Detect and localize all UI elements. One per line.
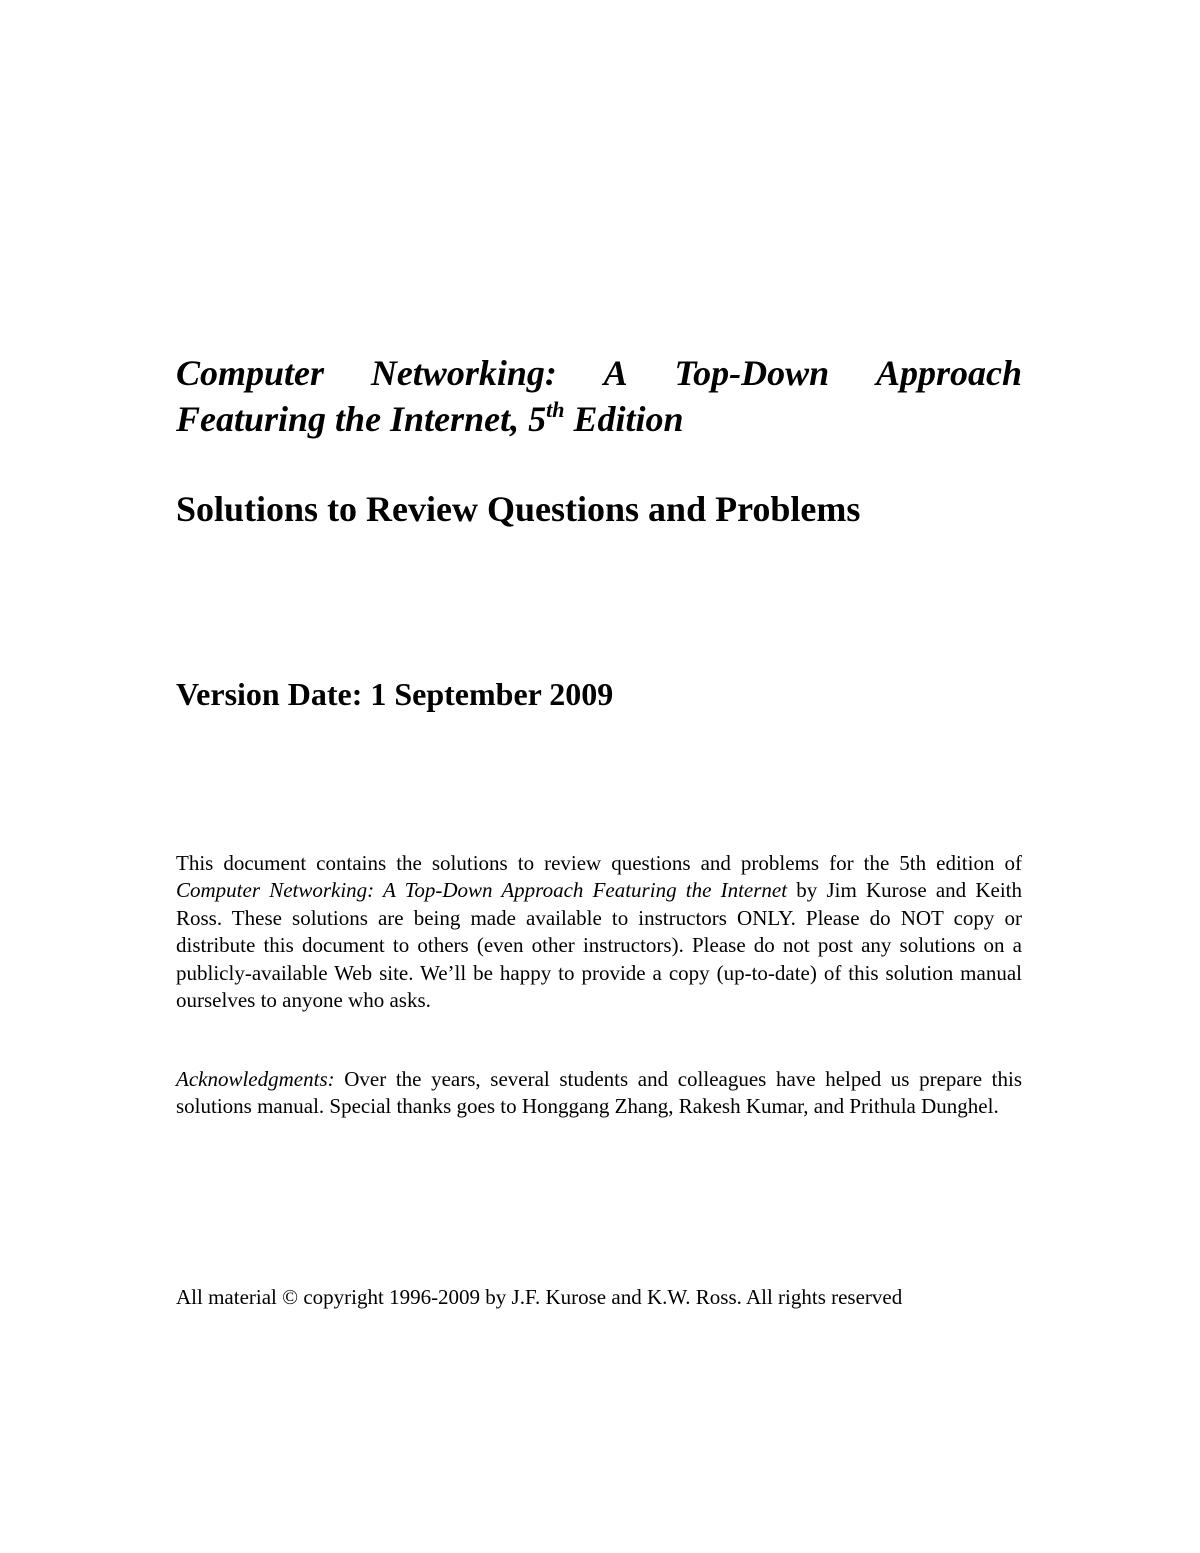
- title-word: Top-Down: [674, 353, 830, 393]
- book-title: [176, 350, 1022, 442]
- title-edition-text: Featuring the Internet, 5: [176, 399, 547, 439]
- acknowledgments-label: Acknowledgments:: [176, 1067, 335, 1091]
- book-title-line-1: [176, 350, 1022, 396]
- title-word: A: [603, 353, 628, 393]
- title-edition-superscript: th: [546, 397, 565, 422]
- book-title-line-2: [176, 396, 1022, 442]
- version-date: Version Date: 1 September 2009: [176, 676, 614, 712]
- intro-book-title: Computer Networking: A Top-Down Approach Featuring the Internet: [176, 878, 788, 903]
- title-word: Computer: [176, 353, 325, 393]
- title-word: Approach: [875, 353, 1022, 393]
- acknowledgments-text: Over the years, several students and colleagues have helped us prepare this solutions manual. Special thanks goes to Honggang Zhang, Rakesh Kumar, and Prithula Dunghel.: [176, 1067, 1022, 1119]
- document-subtitle: Solutions to Review Questions and Problems: [176, 489, 861, 529]
- intro-paragraph: [176, 850, 1022, 1014]
- intro-text-part-1: This document contains the solutions to review questions and problems for the 5th edition of: [176, 851, 1022, 875]
- acknowledgments-paragraph: [176, 1066, 1022, 1121]
- intro-text-part-2: by Jim Kurose and Keith Ross. These solutions are being made available to instructors ONLY. Please do NOT copy or distribute this document to others (even other instructors). Please do not post any solutions on a publicly-available Web site. We’ll be happy to provide a copy (up-to-date) of this solution manual ourselves to anyone who asks.: [176, 878, 1022, 1013]
- title-edition-suffix: Edition: [564, 399, 684, 439]
- title-word: Networking:: [370, 353, 557, 393]
- copyright-notice: All material © copyright 1996-2009 by J.F. Kurose and K.W. Ross. All rights reserved: [176, 1285, 903, 1309]
